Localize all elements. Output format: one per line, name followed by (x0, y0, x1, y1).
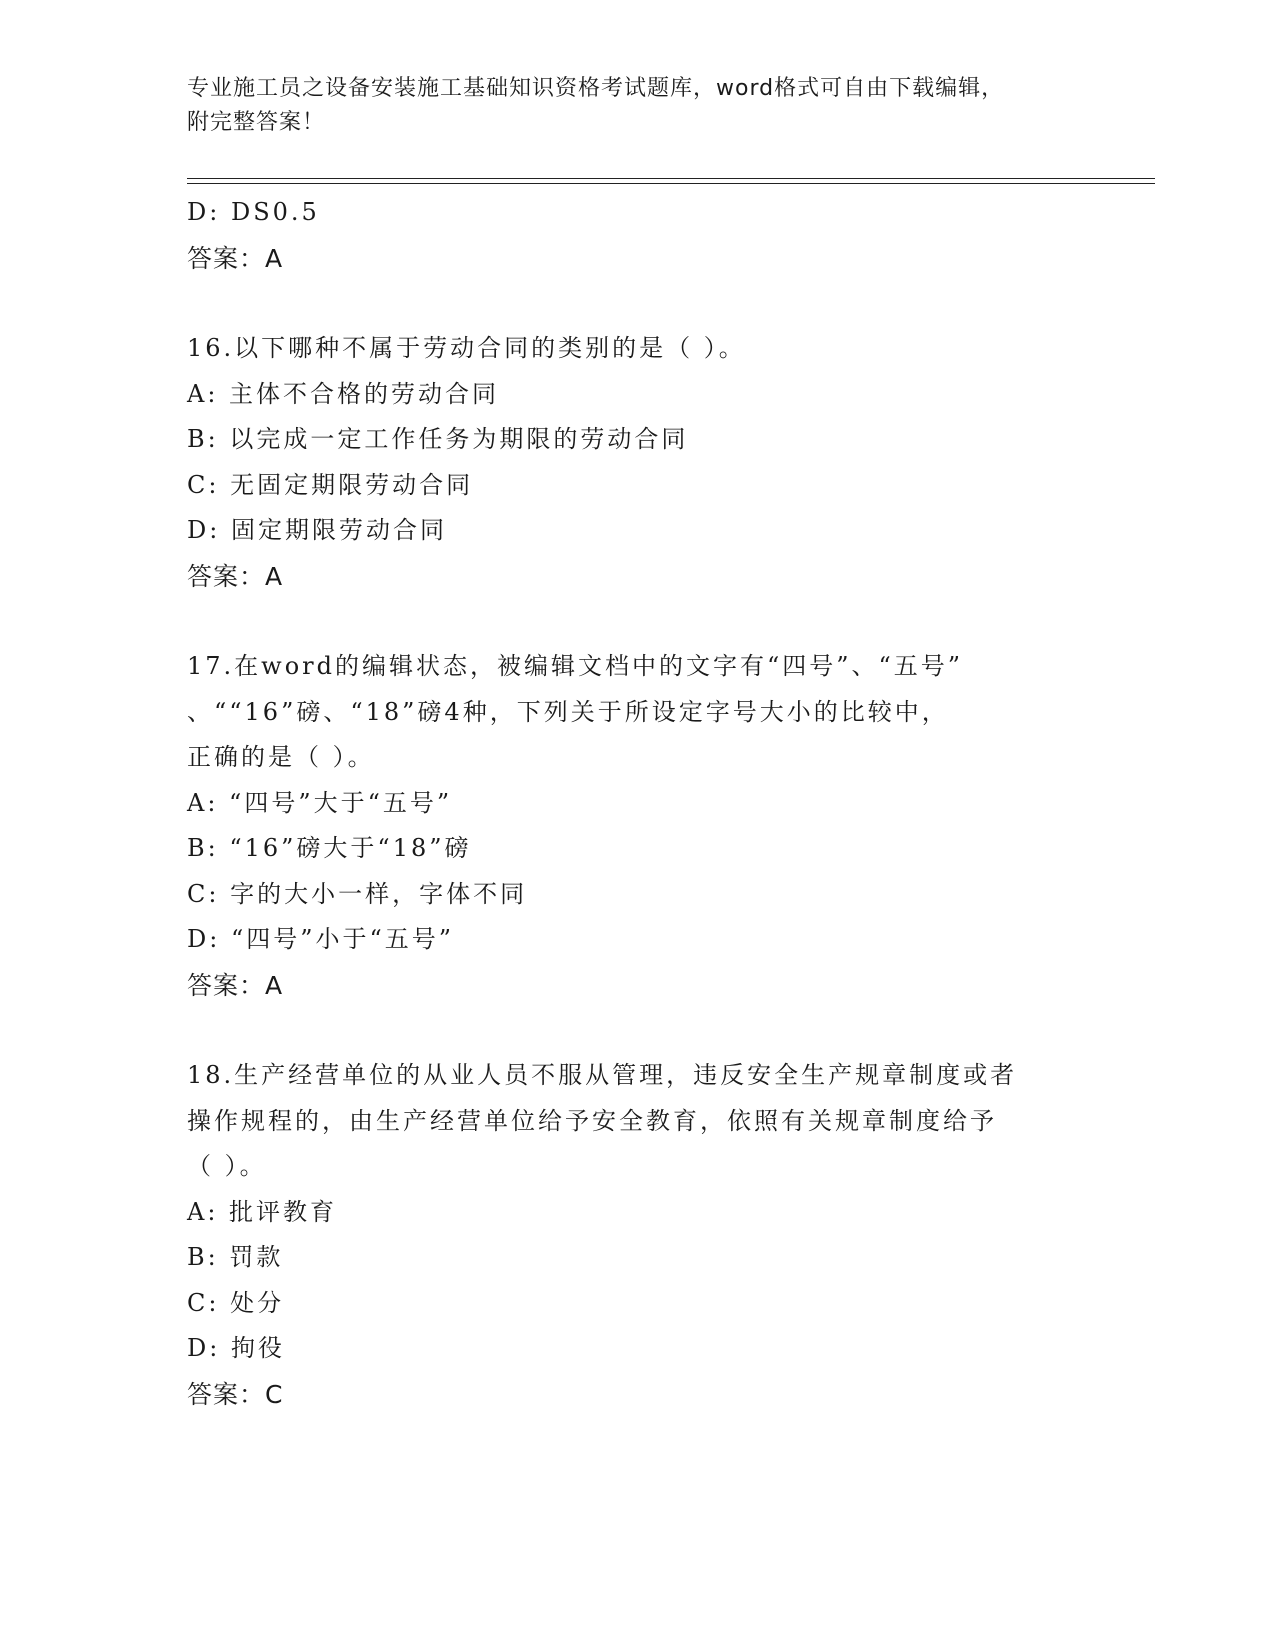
option-d: D: 固定期限劳动合同 (187, 516, 447, 544)
header-title-line1: 专业施工员之设备安装施工基础知识资格考试题库，word格式可自由下载编辑， (187, 76, 1005, 101)
answer: 答案：C (187, 1379, 284, 1409)
header-rule-top (187, 178, 1155, 179)
option-d: D: 拘役 (187, 1334, 285, 1362)
question-stem-line1: 17.在word的编辑状态，被编辑文档中的文字有“四号”、“五号” (187, 652, 964, 680)
option-a: A: 主体不合格的劳动合同 (187, 379, 500, 408)
question-stem: 16.以下哪种不属于劳动合同的类别的是（ ）。 (187, 334, 746, 362)
spacer (187, 1008, 1087, 1053)
question-stem-line1: 18.生产经营单位的从业人员不服从管理，违反安全生产规章制度或者 (187, 1061, 1018, 1089)
spacer (187, 281, 1087, 326)
answer: 答案：A (187, 561, 284, 591)
question-content (187, 190, 1087, 1417)
option-d: D: DS0.5 (187, 198, 320, 226)
previous-question-tail (187, 190, 1087, 281)
option-b: B: 以完成一定工作任务为期限的劳动合同 (187, 425, 689, 453)
question-18 (187, 1053, 1087, 1417)
option-a: A: 批评教育 (187, 1197, 338, 1226)
question-stem-line3: （ ）。 (187, 1152, 267, 1180)
option-b: B: 罚款 (187, 1243, 284, 1271)
answer: 答案：A (187, 243, 284, 273)
option-d: D: “四号”小于“五号” (187, 925, 455, 953)
question-17 (187, 644, 1087, 1008)
header-title-line2: 附完整答案！ (187, 110, 326, 135)
option-c: C: 无固定期限劳动合同 (187, 470, 474, 499)
document-header (187, 72, 1087, 140)
spacer (187, 599, 1087, 644)
question-stem-line2: 、““16”磅、“18”磅4种，下列关于所设定字号大小的比较中， (187, 697, 949, 726)
header-rule-bottom (187, 183, 1155, 184)
option-c: C: 字的大小一样，字体不同 (187, 879, 528, 908)
question-16 (187, 326, 1087, 599)
option-a: A: “四号”大于“五号” (187, 788, 453, 817)
question-stem-line3: 正确的是（ ）。 (187, 743, 375, 771)
option-c: C: 处分 (187, 1288, 285, 1317)
answer: 答案：A (187, 970, 284, 1000)
option-b: B: “16”磅大于“18”磅 (187, 834, 472, 862)
question-stem-line2: 操作规程的，由生产经营单位给予安全教育，依照有关规章制度给予 (187, 1106, 997, 1135)
